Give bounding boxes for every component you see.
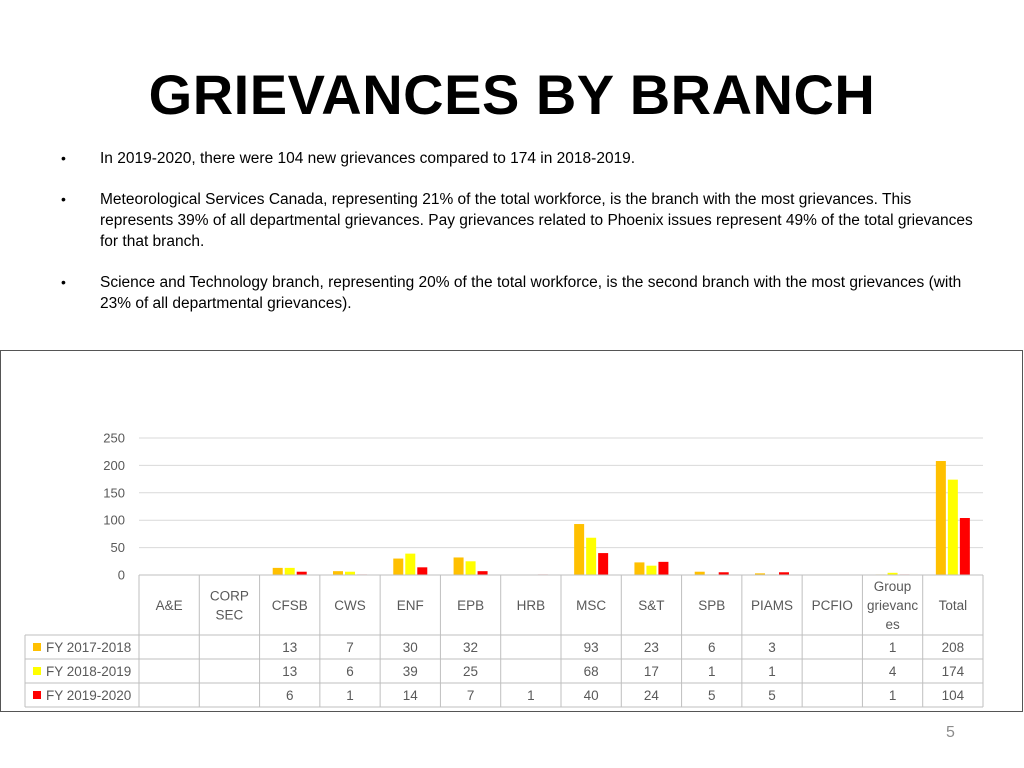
category-label: EPB bbox=[457, 598, 485, 613]
data-value: 13 bbox=[282, 640, 298, 655]
bar bbox=[634, 562, 644, 575]
bar bbox=[478, 571, 488, 575]
legend-key bbox=[33, 643, 41, 651]
data-value: 1 bbox=[346, 688, 354, 703]
data-value: 6 bbox=[707, 640, 716, 655]
category-label: ENF bbox=[396, 598, 424, 613]
bar bbox=[658, 562, 668, 575]
data-value: 30 bbox=[402, 640, 418, 655]
data-value: 1 bbox=[768, 664, 776, 679]
bar bbox=[393, 559, 403, 575]
bullet-marker: • bbox=[61, 274, 66, 290]
data-value: 39 bbox=[402, 664, 418, 679]
data-value: 40 bbox=[583, 688, 599, 703]
category-label: Total bbox=[938, 598, 968, 613]
data-value: 104 bbox=[941, 688, 965, 703]
page-number: 5 bbox=[946, 724, 955, 741]
legend-key bbox=[33, 667, 41, 675]
data-value: 14 bbox=[402, 688, 418, 703]
bar bbox=[598, 553, 608, 575]
bar bbox=[948, 480, 958, 575]
data-value: 13 bbox=[282, 664, 298, 679]
data-value: 7 bbox=[346, 640, 354, 655]
chart-frame bbox=[0, 350, 1023, 712]
y-tick-label: 200 bbox=[103, 457, 125, 473]
bullet-text: In 2019-2020, there were 104 new grievances compared to 174 in 2018-2019. bbox=[100, 150, 636, 167]
series-name: FY 2019-2020 bbox=[46, 688, 132, 703]
series-name: FY 2017-2018 bbox=[46, 640, 132, 655]
data-value: 1 bbox=[527, 688, 535, 703]
slide-title: GRIEVANCES BY BRANCH bbox=[148, 63, 876, 126]
bar bbox=[405, 554, 415, 575]
category-label: MSC bbox=[576, 598, 607, 613]
data-value: 68 bbox=[583, 664, 599, 679]
data-value: 32 bbox=[463, 640, 479, 655]
data-value: 24 bbox=[643, 688, 659, 703]
bar bbox=[454, 557, 464, 575]
data-value: 25 bbox=[463, 664, 479, 679]
category-label: PIAMS bbox=[750, 598, 794, 613]
category-label: HRB bbox=[516, 598, 546, 613]
data-value: 6 bbox=[346, 664, 354, 679]
data-value: 1 bbox=[888, 640, 897, 655]
grievances-bar-chart bbox=[1, 351, 1022, 711]
data-value: 23 bbox=[643, 640, 659, 655]
category-label: Group bbox=[873, 579, 912, 594]
data-value: 1 bbox=[707, 664, 716, 679]
bullet-item bbox=[56, 148, 976, 169]
category-label: CWS bbox=[334, 598, 366, 613]
category-label: grievanc bbox=[867, 598, 919, 613]
bar bbox=[417, 567, 427, 575]
y-tick-label: 150 bbox=[103, 485, 125, 501]
y-tick-label: 0 bbox=[117, 567, 125, 583]
data-value: 7 bbox=[466, 688, 475, 703]
y-tick-label: 50 bbox=[110, 540, 125, 556]
y-tick-label: 100 bbox=[103, 512, 125, 528]
data-value: 174 bbox=[941, 664, 965, 679]
category-label: CFSB bbox=[271, 598, 308, 613]
category-label: es bbox=[885, 617, 900, 632]
bullet-list bbox=[56, 148, 976, 334]
bar bbox=[466, 561, 476, 575]
bullet-item bbox=[56, 272, 976, 314]
bar bbox=[285, 568, 295, 575]
data-value: 3 bbox=[768, 640, 776, 655]
legend-key bbox=[33, 691, 41, 699]
data-value: 5 bbox=[768, 688, 776, 703]
bar bbox=[936, 461, 946, 575]
bullet-item bbox=[56, 189, 976, 252]
bar bbox=[273, 568, 283, 575]
data-value: 17 bbox=[643, 664, 659, 679]
data-value: 93 bbox=[583, 640, 599, 655]
bullet-text: Meteorological Services Canada, representing 21% of the total workforce, is the branch with the most grievances. This represents 39% of all departmental grievances. Pay grievances related to Phoenix issues represent 49% of the total grievances for that branch. bbox=[100, 191, 973, 250]
y-tick-label: 250 bbox=[103, 430, 125, 446]
category-label: A&E bbox=[155, 598, 183, 613]
category-label: S&T bbox=[638, 598, 665, 613]
category-label: SPB bbox=[698, 598, 726, 613]
data-value: 208 bbox=[941, 640, 965, 655]
bar bbox=[574, 524, 584, 575]
data-value: 4 bbox=[888, 664, 897, 679]
bar bbox=[646, 566, 656, 575]
bullet-marker: • bbox=[61, 150, 66, 166]
category-label: SEC bbox=[215, 607, 244, 623]
data-value: 6 bbox=[285, 688, 294, 703]
bar bbox=[333, 571, 343, 575]
bullet-marker: • bbox=[61, 191, 66, 207]
bar bbox=[586, 538, 596, 575]
series-name: FY 2018-2019 bbox=[46, 664, 132, 679]
category-label: PCFIO bbox=[811, 598, 853, 613]
data-value: 5 bbox=[707, 688, 716, 703]
bar bbox=[960, 518, 970, 575]
bullet-text: Science and Technology branch, representing 20% of the total workforce, is the second branch with the most grievances (with 23% of all departmental grievances). bbox=[100, 274, 962, 312]
data-value: 1 bbox=[888, 688, 897, 703]
category-label: CORP bbox=[209, 588, 249, 604]
